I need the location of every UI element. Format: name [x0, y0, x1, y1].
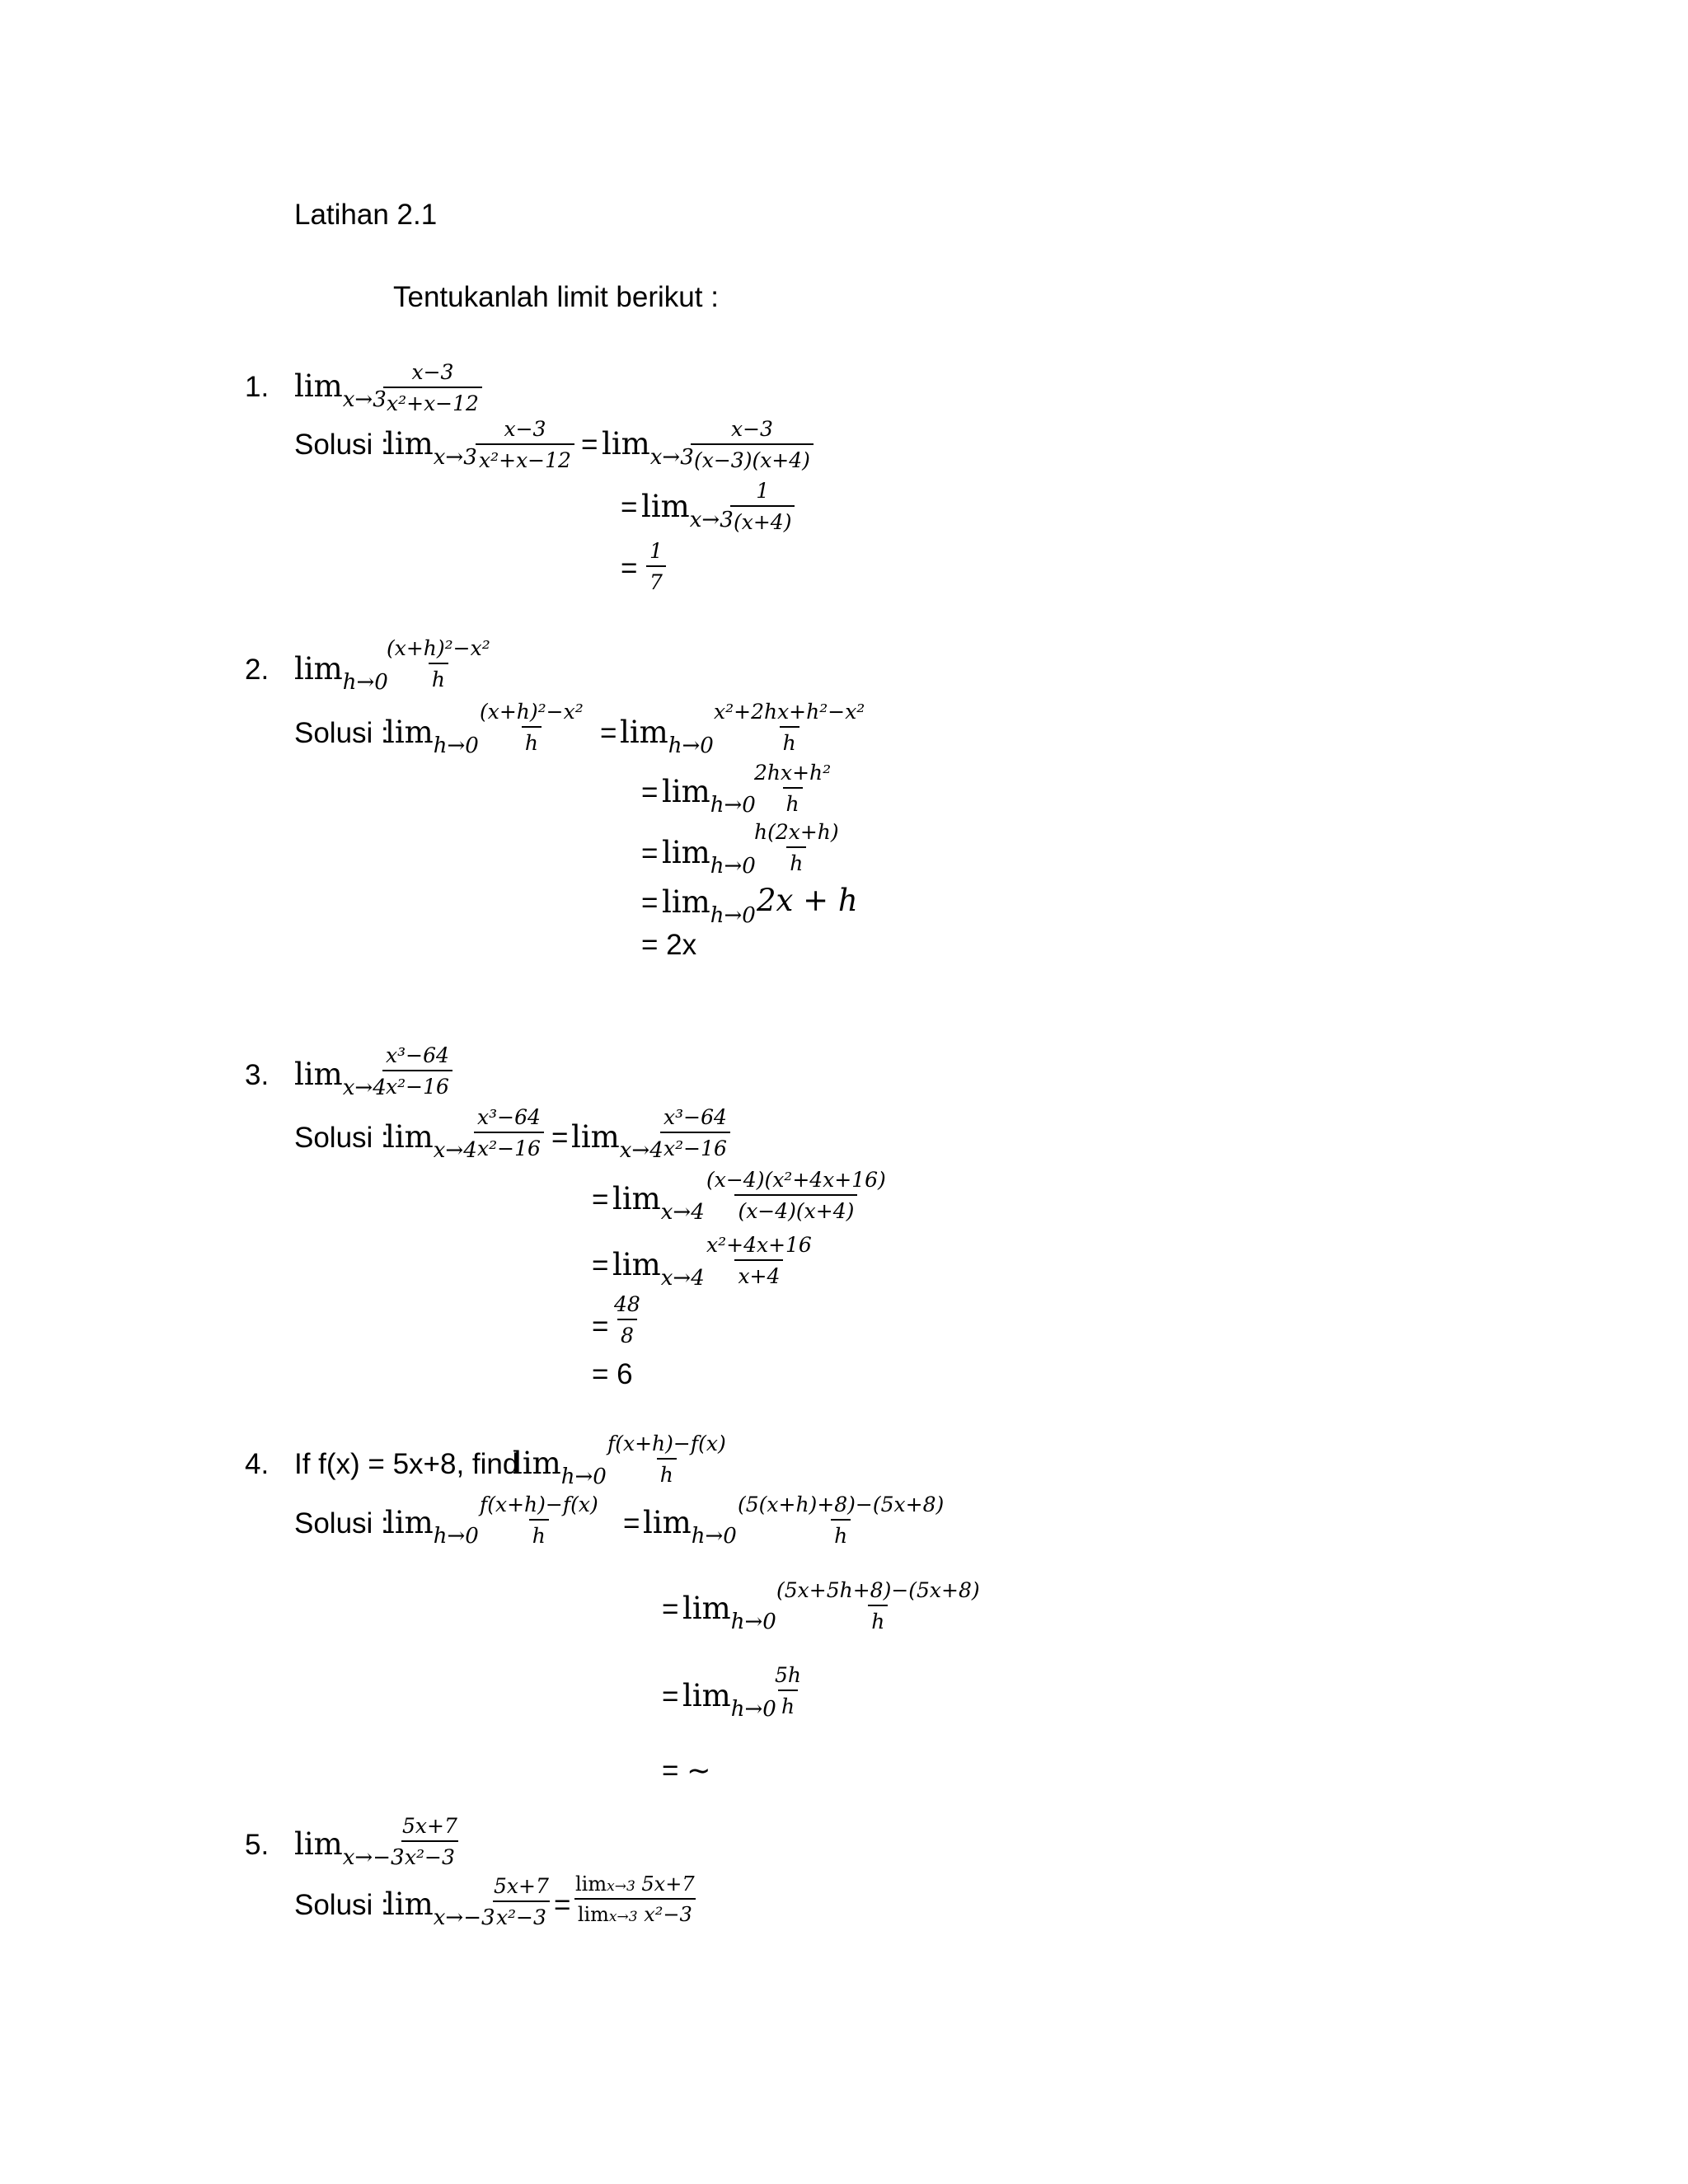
fraction: $\frac{\text{x³−64}}{\text{x²−16}}$: [474, 1107, 544, 1159]
fraction: $\frac{x-3}{\text{x²+x−12}}$: [383, 362, 482, 414]
instruction: Tentukanlah limit berikut :: [393, 281, 719, 313]
limit-expression: $\lim_{x\to 4}$: [294, 1057, 387, 1100]
fraction: $\frac{(5x+5h+8)-(5x+8)}{h}$: [776, 1578, 980, 1633]
limit-expression: $\lim_{x\to 3}$: [385, 426, 477, 470]
page-title: Latihan 2.1: [294, 199, 438, 231]
solusi-label: Solusi :: [294, 717, 389, 749]
fraction: $\frac{\text{x²+2hx+h²−x²}}{h}$: [714, 700, 865, 755]
fraction: $\frac{\text{(x−4)(x²+4x+16)}}{(x-4)(x+4)}$: [706, 1168, 886, 1223]
solusi-label: Solusi :: [294, 1507, 389, 1540]
limit-expression: $\lim_{h\to 0}$: [682, 1591, 776, 1634]
fraction: $\frac{f(x+h)-f(x)}{h}$: [607, 1432, 726, 1487]
equals-sign: =: [600, 717, 617, 749]
solusi-label: Solusi :: [294, 1122, 389, 1154]
limit-expression: $\lim_{x\to 4}$: [612, 1247, 705, 1291]
question-text: If f(x) = 5x+8, find: [294, 1448, 519, 1480]
problem-number: 2.: [245, 654, 270, 686]
limit-expression: $\lim_{x\to 4}$: [571, 1119, 663, 1163]
fraction: $\frac{1}{7}$: [646, 541, 666, 593]
result-text: = 2x: [641, 929, 697, 961]
equals-sign: =: [641, 887, 659, 919]
problem-number: 4.: [245, 1448, 270, 1480]
limit-expression: $\lim_{h\to 0}$: [513, 1446, 607, 1489]
fraction: $\frac{\text{x²+4x+16}}{x+4}$: [706, 1233, 812, 1288]
equals-sign: =: [662, 1680, 679, 1713]
limit-expression: $\lim_{h\to 0}$: [682, 1678, 776, 1722]
limit-expression: $\lim_{h\to 0}$: [385, 1505, 479, 1549]
result-text: = ∼: [662, 1755, 711, 1787]
equals-sign: =: [551, 1122, 569, 1154]
problem-number: 5.: [245, 1829, 270, 1861]
limit-expression: $\lim_{x\to 4}$: [385, 1119, 477, 1163]
fraction: $\frac{5x+7}{\text{x²−3}}$: [402, 1814, 457, 1869]
equals-sign: =: [641, 837, 659, 869]
limit-expression: $\lim_{h\to 0}$: [385, 715, 479, 758]
limit-expression: $\lim_{x\to-3}$: [385, 1886, 495, 1930]
fraction: $\frac{1}{(x+4)}$: [730, 480, 795, 532]
limit-expression: $\lim_{h\to 0}$: [294, 651, 388, 695]
equals-sign: =: [641, 776, 659, 808]
fraction: $\frac{f(x+h)-f(x)}{h}$: [480, 1493, 598, 1548]
fraction: $\frac{\text{(x+h)²−x²}}{h}$: [387, 636, 490, 691]
equals-sign: =: [592, 1310, 609, 1343]
limit-expression: $\lim_{h\to 0}$: [643, 1505, 737, 1549]
equals-sign: =: [554, 1889, 571, 1921]
math-expression: 2x + h: [757, 883, 858, 918]
result-text: = 6: [592, 1358, 633, 1390]
equals-sign: =: [621, 552, 638, 584]
problem-number: 1.: [245, 371, 270, 403]
equals-sign: =: [623, 1507, 640, 1540]
equals-sign: =: [621, 491, 638, 523]
fraction: $\frac{\text{x³−64}}{\text{x²−16}}$: [660, 1107, 730, 1159]
solusi-label: Solusi :: [294, 1889, 389, 1921]
equals-sign: =: [662, 1593, 679, 1625]
fraction: $\frac{x-3}{(x-3)(x+4)}$: [691, 419, 814, 471]
limit-expression: $\lim_{h\to 0}$: [662, 774, 756, 818]
solusi-label: Solusi :: [294, 429, 389, 461]
fraction: $\frac{\text{x³−64}}{\text{x²−16}}$: [382, 1045, 452, 1097]
limit-expression: $\lim_{h\to 0}$: [620, 715, 714, 758]
limit-expression: $\lim_{x\to 3}$: [294, 368, 387, 412]
equals-sign: =: [592, 1249, 609, 1282]
limit-expression: $\lim_{x\to 3}$: [602, 426, 694, 470]
limit-expression: $\lim_{x\to 4}$: [612, 1181, 705, 1225]
fraction: $\frac{\text{2hx+h²}}{h}$: [754, 761, 832, 816]
fraction: $\frac{5h}{h}$: [775, 1663, 802, 1718]
fraction: $\frac{h(2x+h)}{h}$: [754, 820, 839, 875]
fraction: $\frac{\lim x\to 3 5x+7}{\text{limx→3 x²−3}}$: [575, 1872, 695, 1926]
fraction: $\frac{x-3}{\text{x²+x−12}}$: [476, 419, 574, 471]
limit-expression: $\lim_{h\to 0}$: [662, 884, 756, 928]
fraction: $\frac{(5(x+h)+8)-(5x+8)}{h}$: [738, 1493, 945, 1548]
equals-sign: =: [592, 1183, 609, 1216]
limit-expression: $\lim_{h\to 0}$: [662, 835, 756, 879]
equals-sign: =: [581, 429, 598, 461]
limit-expression: $\lim_{x\to 3}$: [641, 489, 734, 532]
limit-expression: $\lim_{x\to-3}$: [294, 1826, 405, 1870]
problem-number: 3.: [245, 1059, 270, 1091]
fraction: $\frac{5x+7}{\text{x²−3}}$: [494, 1874, 549, 1929]
fraction: $\frac{48}{8}$: [614, 1292, 640, 1347]
fraction: $\frac{\text{(x+h)²−x²}}{h}$: [480, 700, 584, 755]
